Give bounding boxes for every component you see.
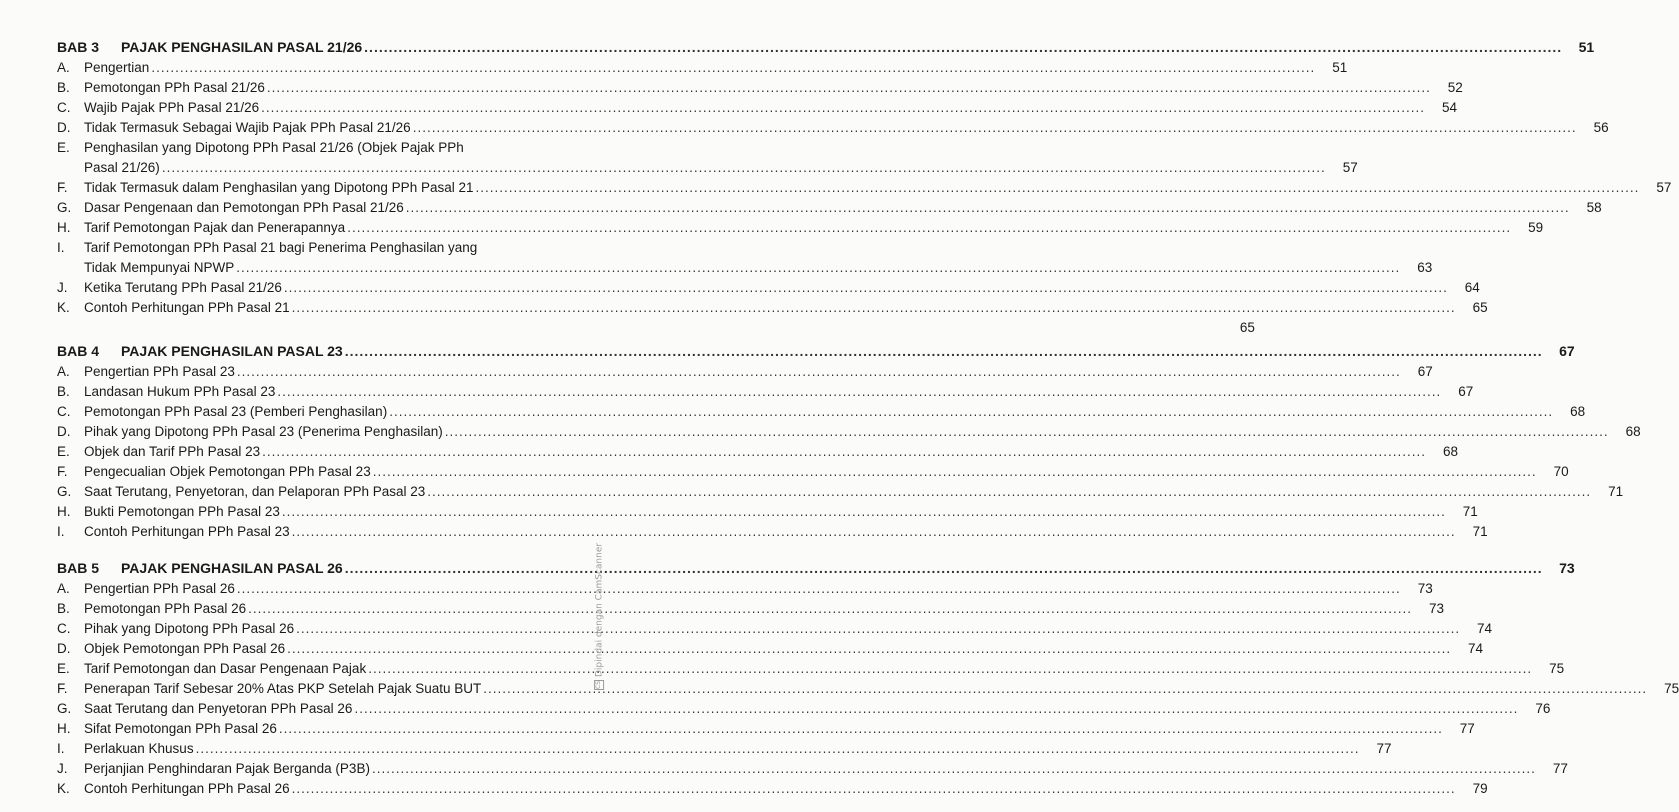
- camscanner-watermark: CSDipindai dengan CamScanner: [594, 542, 605, 689]
- chapter-bab-4: [57, 340, 1641, 542]
- toc-entry: G. Dasar Pengenaan dan Pemotongan PPh Pasal 21/26 ..... 58: [57, 198, 554, 218]
- toc-entry: H. Tarif Pemotongan Pajak dan Penerapannya ..... 59: [57, 218, 554, 238]
- toc-entry-continuation: Tidak Mempunyai NPWP ..... 63: [57, 258, 554, 278]
- chapter-number: BAB 4: [57, 343, 100, 359]
- toc-entry: A. Pengertian PPh Pasal 26 ..... 73: [57, 579, 554, 599]
- toc-entry: G. Saat Terutang, Penyetoran, dan Pelaporan PPh Pasal 23 ..... 71: [57, 482, 554, 502]
- toc-entry: I. Contoh Perhitungan PPh Pasal 23 ..... 71: [57, 522, 554, 542]
- leader-dots: [345, 340, 1543, 362]
- toc-entry: E. Tarif Pemotongan dan Dasar Pengenaan Pajak ..... 75: [57, 659, 554, 679]
- toc-entry: H. Sifat Pemotongan PPh Pasal 26 ..... 77: [57, 719, 554, 739]
- chapter-title: PAJAK PENGHASILAN PASAL 21/26: [121, 39, 363, 55]
- toc-entry: D. Pihak yang Dipotong PPh Pasal 23 (Penerima Penghasilan) ..... 68: [57, 422, 554, 442]
- toc-entry: K. Contoh Perhitungan PPh Pasal 26 ..... 79: [57, 779, 554, 799]
- toc-entry: F. Penerapan Tarif Sebesar 20% Atas PKP Setelah Pajak Suatu BUT ..... 75: [57, 679, 554, 699]
- toc-entry: B. Landasan Hukum PPh Pasal 23 ..... 67: [57, 382, 554, 402]
- toc-entry: E. Objek dan Tarif PPh Pasal 23 ..... 68: [57, 442, 554, 462]
- chapter-page: 51: [1578, 39, 1595, 55]
- toc-entry: A. Pengertian PPh Pasal 23 ..... 67: [57, 362, 554, 382]
- chapter-bab-3: [57, 36, 1672, 338]
- toc-entry: B. Pemotongan PPh Pasal 21/26 ..... 52: [57, 78, 554, 98]
- toc-entry: D. Objek Pemotongan PPh Pasal 26 ..... 74: [57, 639, 554, 659]
- toc-entry: D. Tidak Termasuk Sebagai Wajib Pajak PPh Pasal 21/26 ..... 56: [57, 118, 554, 138]
- chapter-page: 73: [1559, 560, 1575, 576]
- toc-entry: I. Perlakuan Khusus ..... 77: [57, 739, 554, 759]
- chapter-title: PAJAK PENGHASILAN PASAL 23: [121, 343, 343, 359]
- toc-entry: E. Penghasilan yang Dipotong PPh Pasal 21/26 (Objek Pajak PPh: [57, 140, 464, 155]
- chapter-number: BAB 3: [57, 39, 100, 55]
- chapter-heading: [57, 557, 1575, 579]
- toc-entry-continuation: Pasal 21/26) ..... 57: [57, 158, 554, 178]
- leader-dots: [345, 557, 1543, 579]
- toc-entry: H. Bukti Pemotongan PPh Pasal 23 ..... 71: [57, 502, 554, 522]
- toc-entry: G. Saat Terutang dan Penyetoran PPh Pasal 26 ..... 76: [57, 699, 554, 719]
- toc-entry: J. Perjanjian Penghindaran Pajak Berganda (P3B) ..... 77: [57, 759, 554, 779]
- toc-entry: I. Tarif Pemotongan PPh Pasal 21 bagi Penerima Penghasilan yang: [57, 240, 478, 255]
- toc-entry: C. Pihak yang Dipotong PPh Pasal 26 ..... 74: [57, 619, 554, 639]
- chapter-page: 67: [1559, 343, 1575, 359]
- leader-dots: [364, 36, 1562, 58]
- toc-entry: A. Pengertian ..... 51: [57, 58, 554, 78]
- toc-entry: F. Pengecualian Objek Pemotongan PPh Pasal 23 ..... 70: [57, 462, 554, 482]
- toc-extra-page: 65: [1239, 320, 1255, 335]
- toc-entry: J. Ketika Terutang PPh Pasal 21/26 ..... 64: [57, 278, 554, 298]
- chapter-heading: [57, 340, 1575, 362]
- toc-entry: B. Pemotongan PPh Pasal 26 ..... 73: [57, 599, 554, 619]
- chapter-title: PAJAK PENGHASILAN PASAL 26: [121, 560, 343, 576]
- toc-entry: C. Wajib Pajak PPh Pasal 21/26 ..... 54: [57, 98, 554, 118]
- chapter-number: BAB 5: [57, 560, 100, 576]
- toc-entry: K. Contoh Perhitungan PPh Pasal 21 ..... 65: [57, 298, 554, 318]
- chapter-heading: [57, 36, 1595, 58]
- toc-entry: C. Pemotongan PPh Pasal 23 (Pemberi Penghasilan) ..... 68: [57, 402, 554, 422]
- toc-entry: F. Tidak Termasuk dalam Penghasilan yang Dipotong PPh Pasal 21 ..... 57: [57, 178, 554, 198]
- camscanner-icon: CS: [595, 681, 602, 689]
